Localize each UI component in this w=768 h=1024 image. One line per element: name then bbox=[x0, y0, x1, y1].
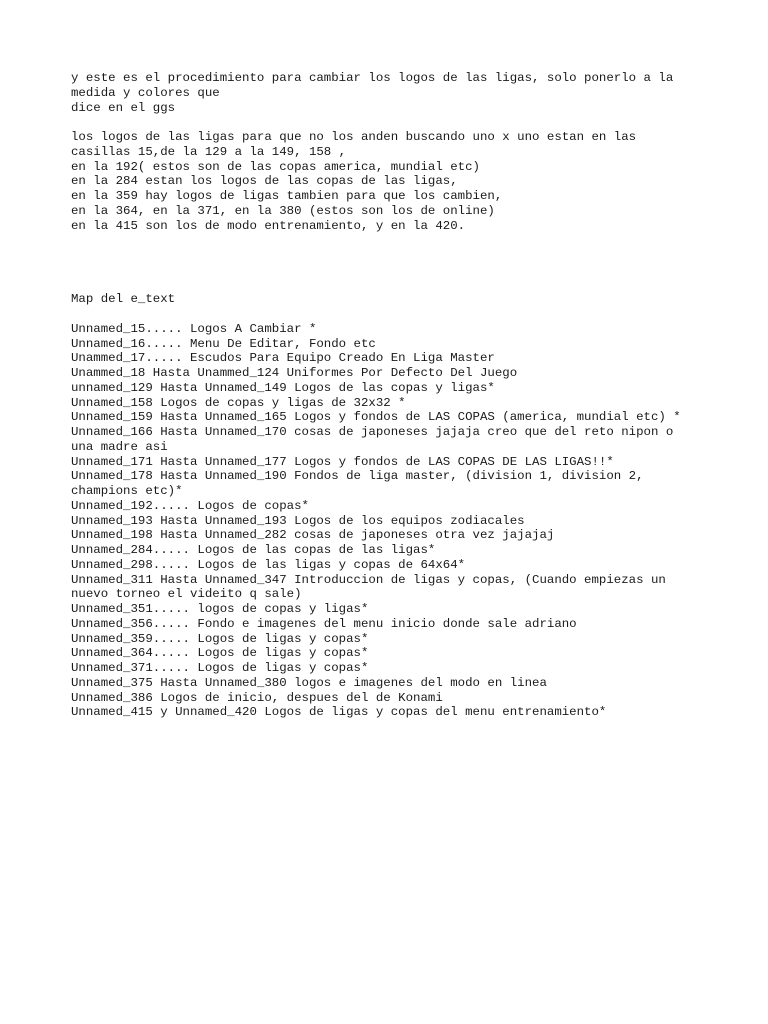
map-line: Unnamed_178 Hasta Unnamed_190 Fondos de liga master, (division 1, division 2, bbox=[71, 469, 644, 484]
locations-paragraph bbox=[71, 130, 751, 233]
intro-line: y este es el procedimiento para cambiar los logos de las ligas, solo ponerlo a la bbox=[71, 71, 674, 85]
map-line: Unnamed_158 Logos de copas y ligas de 32x32 * bbox=[71, 395, 406, 410]
map-line: Unnamed_166 Hasta Unnamed_170 cosas de japoneses jajaja creo que del reto nipon o bbox=[71, 425, 674, 439]
paragraph-spacer bbox=[71, 115, 751, 130]
map-line: Unnamed_311 Hasta Unnamed_347 Introduccion de ligas y copas, (Cuando empiezas un bbox=[71, 572, 666, 587]
map-line: una madre asi bbox=[71, 439, 168, 454]
map-line: Unnamed_364..... Logos de ligas y copas* bbox=[71, 646, 369, 661]
location-line: en la 415 son los de modo entrenamiento, y en la 420. bbox=[71, 218, 466, 233]
map-line: Unnamed_298..... Logos de las ligas y copas de 64x64* bbox=[71, 557, 466, 572]
location-line: en la 192( estos son de las copas america, mundial etc) bbox=[71, 159, 480, 174]
paragraph-spacer bbox=[71, 307, 751, 322]
map-line: Unnamed_359..... Logos de ligas y copas* bbox=[71, 631, 369, 646]
intro-line: medida y colores que bbox=[71, 85, 220, 100]
map-line: Unnamed_356..... Fondo e imagenes del menu inicio donde sale adriano bbox=[71, 616, 577, 631]
location-line: casillas 15,de la 129 a la 149, 158 , bbox=[71, 144, 347, 159]
map-line: Unnamed_192..... Logos de copas* bbox=[71, 498, 309, 513]
location-line: en la 359 hay logos de ligas tambien para que los cambien, bbox=[71, 189, 503, 203]
map-line: Unnamed_159 Hasta Unnamed_165 Logos y fondos de LAS COPAS (america, mundial etc) * bbox=[71, 410, 681, 425]
map-line: Unnamed_371..... Logos de ligas y copas* bbox=[71, 661, 369, 675]
map-line: Unnamed_375 Hasta Unnamed_380 logos e imagenes del modo en linea bbox=[71, 675, 547, 690]
map-title: Map del e_text bbox=[71, 292, 176, 307]
map-line: Unnamed_193 Hasta Unnamed_193 Logos de los equipos zodiacales bbox=[71, 513, 525, 528]
document-page bbox=[71, 71, 751, 720]
map-line: Unnamed_351..... logos de copas y ligas* bbox=[71, 602, 369, 616]
map-line: unnamed_129 Hasta Unnamed_149 Logos de las copas y ligas* bbox=[71, 380, 495, 395]
map-line: Unnamed_386 Logos de inicio, despues del de Konami bbox=[71, 690, 443, 705]
section-spacer bbox=[71, 233, 751, 292]
map-line: nuevo torneo el videito q sale) bbox=[71, 587, 302, 602]
map-line: Unnamed_198 Hasta Unnamed_282 cosas de japoneses otra vez jajajaj bbox=[71, 528, 555, 543]
map-list bbox=[71, 322, 751, 720]
map-line: Unammed_18 Hasta Unammed_124 Uniformes Por Defecto Del Juego bbox=[71, 366, 518, 380]
location-line: en la 364, en la 371, en la 380 (estos son los de online) bbox=[71, 203, 495, 218]
map-line: Unnamed_284..... Logos de las copas de las ligas* bbox=[71, 543, 436, 557]
map-line: Unnamed_415 y Unnamed_420 Logos de ligas y copas del menu entrenamiento* bbox=[71, 705, 607, 720]
intro-line: dice en el ggs bbox=[71, 100, 176, 115]
map-line: Unnamed_15..... Logos A Cambiar * bbox=[71, 321, 317, 336]
map-line: Unnamed_171 Hasta Unnamed_177 Logos y fondos de LAS COPAS DE LAS LIGAS!!* bbox=[71, 454, 614, 469]
map-line: Unnamed_16..... Menu De Editar, Fondo etc bbox=[71, 336, 376, 351]
map-line: Unammed_17..... Escudos Para Equipo Creado En Liga Master bbox=[71, 351, 495, 366]
map-line: champions etc)* bbox=[71, 484, 183, 498]
location-line: los logos de las ligas para que no los anden buscando uno x uno estan en las bbox=[71, 130, 637, 144]
intro-paragraph bbox=[71, 71, 751, 115]
location-line: en la 284 estan los logos de las copas de las ligas, bbox=[71, 174, 458, 189]
